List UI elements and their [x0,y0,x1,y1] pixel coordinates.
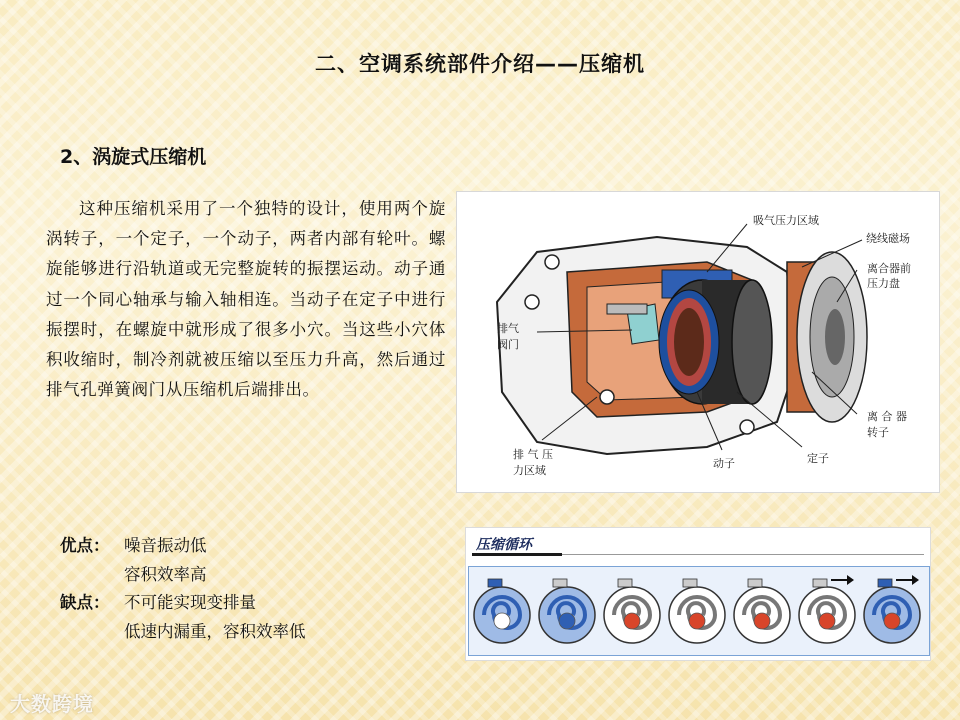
cons-item: 低速内漏重，容积效率低 [124,621,306,641]
cycle-stage-icon [669,579,725,643]
label-clutch-front-1: 离合器前 [867,262,911,275]
pros-item: 噪音振动低 [124,536,207,555]
discharge-arrow-icon [896,575,919,585]
compression-cycle-figure [466,528,930,660]
label-fixed-scroll: 定子 [807,452,829,465]
cycle-band [468,566,930,656]
cycle-stages-svg [469,567,929,655]
description-paragraph: 这种压缩机采用了一个独特的设计，使用两个旋涡转子，一个定子，一个动子，两者内部有轮叶。螺旋能够进行沿轨道或无完整旋转的振摆运动。动子通过一个同心轴承与输入轴相连。当动子在定子中进行振摆时，在螺旋中就形成了很多小穴。当这些小穴体积收缩时，制冷剂就被压缩以至压力升高，然后通过排气孔弹簧阀门从压缩机后端排出。 [46,199,446,400]
compressor-cutaway-diagram [457,192,939,492]
cycle-stage-icon [734,579,790,643]
pros-row [60,532,306,589]
cycle-title-rule [472,553,562,556]
cons-item: 不可能实现变排量 [124,593,256,612]
cycle-stage-icon [539,579,595,643]
pros-item: 容积效率高 [124,564,207,584]
label-moving-scroll: 动子 [713,457,735,470]
cycle-stage-icon [864,579,920,643]
cycle-stage-icon [799,579,855,643]
label-discharge-valve-2: 阀门 [497,338,519,351]
slide-title: 二、空调系统部件介绍——压缩机 [315,52,645,76]
label-clutch-rotor-1: 离 合 器 [867,410,907,423]
label-suction-zone: 吸气压力区域 [753,214,819,227]
cons-row [60,589,306,646]
discharge-arrow-icon [831,575,854,585]
pros-cons [60,532,306,646]
cons-list [124,589,306,646]
label-clutch-rotor-2: 转子 [867,426,889,439]
section-title: 2、涡旋式压缩机 [60,146,207,168]
label-discharge-valve-1: 排气 [497,322,519,335]
pros-label: 优点： [60,536,110,555]
label-discharge-zone-1: 排 气 压 [513,448,553,461]
watermark-logo: 大数跨境 [10,692,94,716]
label-coil: 绕线磁场 [866,232,910,245]
cycle-stage-icon [604,579,660,643]
label-discharge-zone-2: 力区域 [513,464,546,477]
pros-list [124,532,207,589]
cons-label: 缺点： [60,593,110,612]
cycle-title: 压缩循环 [476,537,532,553]
cycle-stage-icon [474,579,530,643]
cycle-title-rule-thin [562,554,924,555]
label-clutch-front-2: 压力盘 [867,277,900,290]
